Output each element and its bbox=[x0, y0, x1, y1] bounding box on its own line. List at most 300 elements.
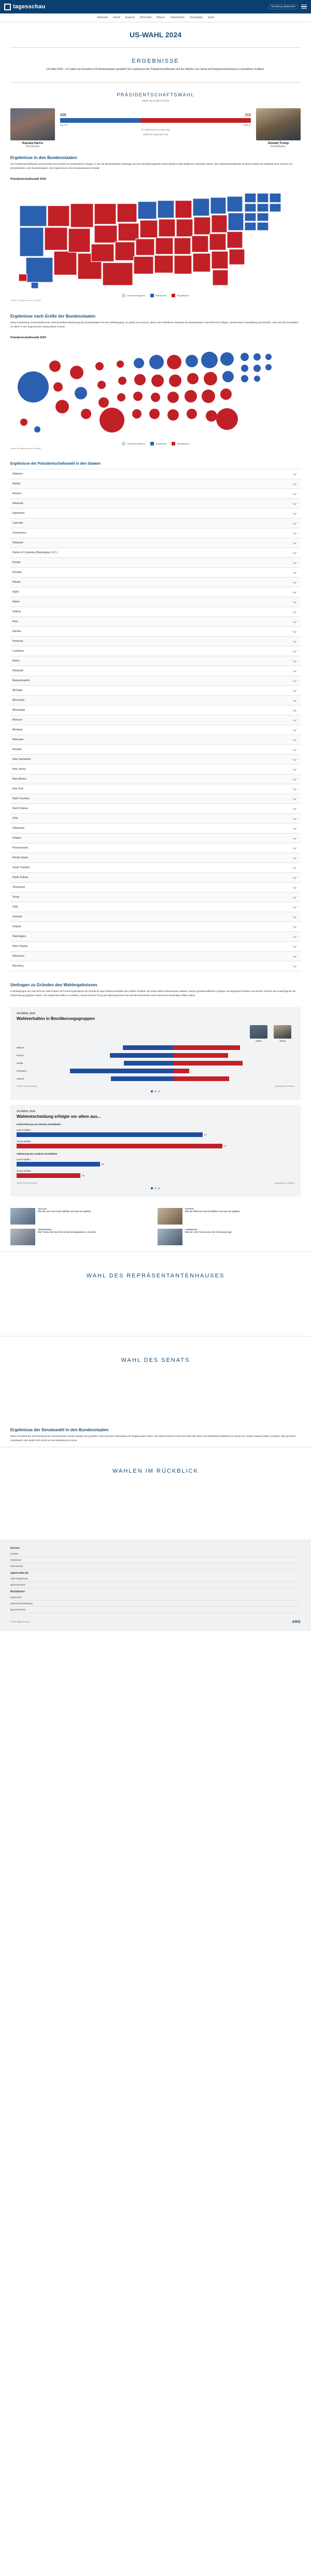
panel2-pager[interactable] bbox=[17, 1187, 294, 1189]
poll-group-bars bbox=[53, 1061, 294, 1066]
chevron-down-icon bbox=[293, 856, 296, 859]
poll-group-row bbox=[17, 1076, 294, 1084]
footer-link[interactable]: Datenschutz bbox=[10, 1563, 301, 1570]
poll-subgroup-value: 74 bbox=[223, 1144, 227, 1147]
panel2-title: Wahlentscheidung erfolgte vor allem aus... bbox=[17, 1114, 101, 1119]
chevron-down-icon bbox=[293, 708, 296, 712]
poll-subgroup-label: Harris-Wähler bbox=[17, 1158, 31, 1161]
poll-subgroup-row bbox=[17, 1170, 294, 1178]
state-accordion-item[interactable] bbox=[10, 833, 301, 843]
state-accordion-item[interactable] bbox=[10, 755, 301, 765]
state-accordion-label: Texas bbox=[12, 895, 20, 899]
chevron-down-icon bbox=[293, 885, 296, 889]
legend2-dem bbox=[150, 442, 167, 445]
state-accordion-item[interactable] bbox=[10, 676, 301, 686]
state-accordion-item[interactable] bbox=[10, 637, 301, 646]
state-accordion-label: Illinois bbox=[12, 600, 20, 603]
poll-group-bars bbox=[53, 1076, 294, 1084]
state-accordion-item[interactable] bbox=[10, 735, 301, 745]
state-accordion-label: Maine bbox=[12, 659, 20, 663]
teaser-image bbox=[10, 1229, 35, 1245]
top-bar-actions bbox=[268, 4, 307, 9]
poll-subgroup-title: Ablehnung des anderen Kandidaten bbox=[17, 1152, 58, 1155]
electoral-bar bbox=[60, 118, 251, 123]
state-accordion-label: Alaska bbox=[12, 482, 21, 485]
footer-link[interactable]: Barrierefreiheit bbox=[10, 1582, 301, 1588]
state-accordion-label: Delaware bbox=[12, 541, 24, 544]
state-accordion-label: Virginia bbox=[12, 925, 21, 928]
state-accordion-item[interactable] bbox=[10, 814, 301, 824]
chevron-down-icon bbox=[293, 777, 296, 781]
chevron-down-icon bbox=[293, 767, 296, 771]
legend2-rep bbox=[172, 442, 189, 445]
pager2-dot-3[interactable] bbox=[158, 1187, 160, 1189]
state-accordion-item[interactable] bbox=[10, 804, 301, 814]
state-accordion-item[interactable] bbox=[10, 824, 301, 833]
panel1-harris-photo bbox=[250, 1025, 267, 1039]
state-accordion-label: New Jersey bbox=[12, 767, 26, 771]
chevron-down-icon bbox=[293, 580, 296, 584]
state-accordion-item[interactable] bbox=[10, 883, 301, 893]
poll-subgroup-row bbox=[17, 1140, 294, 1148]
teaser-card[interactable] bbox=[10, 1208, 153, 1225]
poll-subgroup-label: Trump-Wähler bbox=[17, 1140, 31, 1143]
state-accordion-item[interactable] bbox=[10, 784, 301, 794]
poll-trump-value: 55 bbox=[175, 1049, 177, 1053]
legend-swatch-dem bbox=[150, 294, 154, 297]
poll-group-label: Latinos bbox=[17, 1077, 24, 1080]
panel2-groups bbox=[17, 1123, 294, 1178]
state-accordion-label: South Dakota bbox=[12, 875, 29, 879]
legend-label-rep: Republikaner bbox=[177, 294, 190, 297]
teaser-grid bbox=[0, 1202, 311, 1251]
chevron-down-icon bbox=[293, 875, 296, 879]
state-accordion-item[interactable] bbox=[10, 696, 301, 706]
state-accordion-item[interactable] bbox=[10, 627, 301, 637]
teaser-title: Wie die USA auf Trump Wählen und was sie spaltete bbox=[38, 1210, 91, 1213]
teaser-kicker: HINTERGRUND bbox=[38, 1228, 52, 1231]
chevron-down-icon bbox=[293, 590, 296, 594]
state-accordion-item[interactable] bbox=[10, 568, 301, 578]
poll-panel-motivation bbox=[10, 1105, 301, 1197]
chevron-down-icon bbox=[293, 679, 296, 682]
state-accordion-label: Massachusetts bbox=[12, 679, 30, 682]
state-accordion-item[interactable] bbox=[10, 489, 301, 499]
chevron-down-icon bbox=[293, 472, 296, 476]
poll-subgroup-label: Harris-Wähler bbox=[17, 1128, 31, 1131]
nav-item-4[interactable]: Wissen bbox=[156, 16, 165, 19]
map2-legend bbox=[0, 440, 311, 447]
chevron-down-icon bbox=[293, 669, 296, 672]
poll-harris-value: 42 bbox=[124, 1049, 126, 1053]
panel2-source: Quelle: Edison Research bbox=[17, 1182, 37, 1184]
state-accordion-label: Montana bbox=[12, 728, 23, 731]
legend-label-dem: Demokraten bbox=[155, 294, 167, 297]
teaser-card[interactable] bbox=[158, 1208, 301, 1225]
chevron-down-icon bbox=[293, 905, 296, 909]
nav-item-1[interactable]: Inland bbox=[113, 16, 120, 19]
chevron-down-icon bbox=[293, 925, 296, 928]
chevron-down-icon bbox=[293, 551, 296, 554]
panel1-kicker: US-WAHL 2024 bbox=[17, 1012, 35, 1015]
state-accordion-label: Washington bbox=[12, 934, 26, 938]
state-accordion-label: Kalifornien bbox=[12, 511, 25, 515]
footer-section-title: tagesschau.de bbox=[10, 1571, 29, 1575]
state-accordion-label: Pennsylvania bbox=[12, 846, 28, 850]
teaser-image bbox=[158, 1229, 182, 1245]
teaser-title: Wie die Wahl von Harris Wählern und was sie spaltete bbox=[185, 1210, 240, 1213]
electoral-bar-block bbox=[55, 108, 256, 136]
nav-item-6[interactable]: Investigativ bbox=[190, 16, 203, 19]
poll-subgroup-title: Unterstützung von meinem Kandidaten bbox=[17, 1122, 61, 1126]
teaser-kicker: PORTRÄT bbox=[185, 1207, 194, 1210]
footer-bottom bbox=[0, 1616, 311, 1631]
state-accordion-item[interactable] bbox=[10, 765, 301, 774]
pager-dot-2[interactable] bbox=[154, 1090, 157, 1092]
results-intro: US-Wahl 2024 – Zu haben die Einzelnen US-Bundesstaaten gewählt? Der Ergebnisse der Präsidentschaftswahl und der Wahlen zum Senat und Repräsentantenhaus in interaktiven Grafiken. bbox=[46, 68, 265, 71]
panel1-pager[interactable] bbox=[17, 1090, 294, 1092]
poll-panel-groups bbox=[10, 1007, 301, 1100]
state-accordion-item[interactable] bbox=[10, 548, 301, 558]
states-accordion bbox=[10, 469, 301, 971]
chevron-down-icon bbox=[293, 797, 296, 800]
footer-link[interactable]: ARD-Programme bbox=[10, 1576, 301, 1582]
state-accordion-item[interactable] bbox=[10, 942, 301, 952]
teaser-kicker: ANALYSE bbox=[38, 1207, 47, 1210]
house-band: WAHL DES REPRÄSENTANTENHAUSES bbox=[0, 1251, 311, 1300]
state-accordion-label: Vermont bbox=[12, 915, 22, 918]
state-accordion-item[interactable] bbox=[10, 578, 301, 587]
state-accordion-item[interactable] bbox=[10, 932, 301, 942]
state-accordion-label: Colorado bbox=[12, 521, 23, 525]
tagesschau-mark-icon bbox=[4, 4, 11, 10]
map1-subtitle: Präsidentschaftswahl 2024 bbox=[10, 177, 46, 181]
chevron-down-icon bbox=[293, 659, 296, 663]
poll-group-row bbox=[17, 1053, 294, 1058]
harris-name: Kamala Harris bbox=[22, 141, 44, 145]
state-accordion-label: Michigan bbox=[12, 688, 23, 692]
teaser-title: Was die USA Trump unter der Ahnenung zeigt bbox=[185, 1230, 232, 1233]
chevron-down-icon bbox=[293, 728, 296, 731]
map1-paragraph: Der Präsidentschaftswahl unterscheidet sich deutlich an Deutschland Colleges, in der die Bundesstaaten abhängig von ihrer Bevölkerungszahl unterschiedlich viele Wahlleute entsenden dürfen. Die Präsidentschaftswahl ist damit letztlich die Ergebnis einer Summe von Einzelwahlen in den Bundesstaaten. Die Ergebnisse in den Bundesstaaten im Detail: bbox=[10, 162, 293, 169]
electors-needed-label: 270 Wahlleute zum Sieg nötig bbox=[141, 128, 170, 131]
polls-paragraph: In Befragungen am und nach der Wahl haben US-Forschungsinstitute die Gründe für das Abstimmverhalten der Wähler ermittelt. Die Daten liefern Erkenntnisse darüber, welche gesellschaftlichen Gruppen wie abgestimmt haben und welche Themen den Ausschlag für die Entscheidung gegeben haben. Die Ergebnisse helfen zu erklären, warum Donald Trump die Wahl gewonnen hat und die Demokraten eine historische Niederlage erlitten haben. bbox=[10, 989, 296, 997]
trump-party: Republikaner bbox=[271, 145, 286, 148]
chevron-down-icon bbox=[293, 944, 296, 948]
harris-party: Demokraten bbox=[25, 145, 40, 148]
state-accordion-item[interactable] bbox=[10, 745, 301, 755]
state-accordion-label: New York bbox=[12, 787, 24, 790]
state-accordion-item[interactable] bbox=[10, 725, 301, 735]
map1-heading: Ergebnisse in den Bundesstaaten bbox=[10, 155, 77, 160]
state-accordion-item[interactable] bbox=[10, 666, 301, 676]
senate-content-placeholder bbox=[0, 1384, 311, 1420]
panel1-rows bbox=[17, 1045, 294, 1084]
chevron-down-icon bbox=[293, 866, 296, 869]
poll-harris-value: 41 bbox=[125, 1065, 128, 1068]
panel1-trump-photo bbox=[274, 1025, 291, 1039]
footer-link[interactable]: Impressum bbox=[10, 1594, 301, 1601]
chevron-down-icon bbox=[293, 836, 296, 840]
legend2-swatch-nodata bbox=[122, 442, 125, 445]
state-accordion-item[interactable] bbox=[10, 519, 301, 528]
state-accordion-item[interactable] bbox=[10, 902, 301, 912]
state-accordion-label: Iowa bbox=[12, 620, 18, 623]
chevron-down-icon bbox=[293, 629, 296, 633]
teaser-kicker: KOMMENTAR bbox=[185, 1228, 197, 1231]
chevron-down-icon bbox=[293, 688, 296, 692]
state-accordion-label: South Carolina bbox=[12, 866, 30, 869]
chevron-down-icon bbox=[293, 541, 296, 544]
poll-subgroup-bar bbox=[17, 1173, 294, 1178]
state-accordion-label: Oregon bbox=[12, 836, 21, 840]
state-accordion-item[interactable] bbox=[10, 469, 301, 479]
map2-paragraph: Diese Darstellung veranschaulicht die unterschiedliche Bedeutung der Bundesstaaten für den Wahlausgang. Je größer ein Kreis ist, desto mehr Wahlleute entsendet der Bundesstaat in das Electoral College. Anhand dieser Darstellung wird deutlich, dass sich die Kandidaten vor allem in den sogenannten Swing States messen. bbox=[10, 321, 299, 328]
state-accordion-label: Rhode Island bbox=[12, 856, 28, 859]
state-accordion-item[interactable] bbox=[10, 607, 301, 617]
state-accordion-label: Alabama bbox=[12, 472, 23, 476]
state-accordion-item[interactable] bbox=[10, 656, 301, 666]
senate-states-heading: Ergebnisse der Senatswahl in den Bundesstaaten bbox=[10, 1427, 109, 1432]
poll-harris-value: 86 bbox=[70, 1073, 74, 1076]
panel1-title: Wahlverhalten in Bevölkerungsgruppen bbox=[17, 1016, 95, 1021]
state-accordion-item[interactable] bbox=[10, 961, 301, 971]
footer-link[interactable]: Datenschutzerklärung bbox=[10, 1601, 301, 1607]
state-accordion-item[interactable] bbox=[10, 873, 301, 883]
us-bubble-map-svg[interactable] bbox=[10, 341, 301, 440]
state-accordion-item[interactable] bbox=[10, 922, 301, 932]
state-accordion-item[interactable] bbox=[10, 794, 301, 804]
state-accordion-item[interactable] bbox=[10, 893, 301, 902]
state-accordion-item[interactable] bbox=[10, 952, 301, 961]
state-accordion-label: Hawaii bbox=[12, 580, 21, 584]
state-accordion-label: Nevada bbox=[12, 747, 22, 751]
panel1-harris-name: Harris bbox=[256, 1039, 262, 1042]
poll-group-label: Männer bbox=[17, 1046, 24, 1049]
poll-group-bars bbox=[53, 1069, 294, 1076]
state-accordion-label: Oklahoma bbox=[12, 826, 24, 830]
divider bbox=[10, 47, 301, 48]
panel1-column-heads bbox=[17, 1025, 294, 1042]
state-accordion-item[interactable] bbox=[10, 912, 301, 922]
footer bbox=[0, 1539, 311, 1616]
state-accordion-item[interactable] bbox=[10, 686, 301, 696]
state-accordion-item[interactable] bbox=[10, 509, 301, 519]
poll-trump-value: 45 bbox=[175, 1057, 177, 1060]
results-band: ERGEBNISSE bbox=[132, 58, 179, 64]
poll-subgroup-value: 30 bbox=[101, 1162, 104, 1165]
state-accordion-label: North Carolina bbox=[12, 797, 30, 800]
chevron-down-icon bbox=[293, 816, 296, 820]
divider bbox=[10, 82, 301, 83]
poll-subgroup-value: 23 bbox=[82, 1174, 84, 1177]
state-accordion-label: West Virginia bbox=[12, 944, 28, 948]
state-accordion-label: Wisconsin bbox=[12, 954, 24, 958]
chevron-down-icon bbox=[293, 649, 296, 653]
chevron-down-icon bbox=[293, 934, 296, 938]
state-accordion-label: Missouri bbox=[12, 718, 22, 722]
chevron-down-icon bbox=[293, 698, 296, 702]
panel2-footer bbox=[17, 1182, 294, 1184]
state-accordion-item[interactable] bbox=[10, 538, 301, 548]
brand-logo[interactable] bbox=[4, 4, 46, 10]
chevron-down-icon bbox=[293, 787, 296, 790]
harris-photo bbox=[10, 108, 55, 140]
map1-source: Quelle: AP/tagesschau.de Grafiken bbox=[10, 299, 41, 301]
nav-item-2[interactable]: Ausland bbox=[125, 16, 135, 19]
polls-heading: Umfragen zu Gründen des Wahlergebnisses bbox=[10, 982, 97, 987]
chevron-down-icon bbox=[293, 738, 296, 741]
review-band: WAHLEN IM RÜCKBLICK bbox=[0, 1447, 311, 1495]
senate-states-paragraph: Diese ein Drittel der 100 Senatorinnen und Senatoren werden jeweils neu gewählt. Hinzu kommen Nachwahlen für freigewordene Sitze. Die Wahl bestimmt somit nicht über alle Sitze und Mehrheitsverhältnisse im Senat neu. Einige Staaten haben in diesem Jahr gar keine Senatswahl, dort ändert sich nichts an der Besetzung im Senat. bbox=[10, 1434, 296, 1442]
footer-link[interactable]: Impressum bbox=[10, 1557, 301, 1563]
chevron-down-icon bbox=[293, 492, 296, 495]
menu-icon[interactable] bbox=[301, 5, 307, 9]
state-accordion-item[interactable] bbox=[10, 853, 301, 863]
play-broadcast-button[interactable]: Sendung abspielen bbox=[268, 4, 298, 9]
state-accordion-item[interactable] bbox=[10, 715, 301, 725]
us-bubble-map[interactable] bbox=[10, 341, 301, 440]
teaser-image bbox=[158, 1208, 182, 1225]
pager-dot-3[interactable] bbox=[158, 1090, 160, 1092]
legend2-label-dem: Demokraten bbox=[155, 442, 167, 445]
state-accordion-label: Kentucky bbox=[12, 639, 23, 643]
state-accordion-item[interactable] bbox=[10, 863, 301, 873]
trump-name: Donald Trump bbox=[267, 141, 289, 145]
presidential-band: PRÄSIDENTSCHAFTSWAHL bbox=[117, 92, 194, 97]
chevron-down-icon bbox=[293, 560, 296, 564]
chevron-down-icon bbox=[293, 826, 296, 830]
chevron-down-icon bbox=[293, 531, 296, 535]
legend-swatch-nodata bbox=[122, 294, 125, 297]
chevron-down-icon bbox=[293, 895, 296, 899]
state-accordion-item[interactable] bbox=[10, 774, 301, 784]
poll-group-row bbox=[17, 1069, 294, 1076]
presidential-timestamp: Stand: 20.12.2024, 08 Uhr bbox=[142, 99, 169, 102]
us-state-map-svg[interactable] bbox=[10, 183, 301, 292]
teaser-image bbox=[10, 1208, 35, 1225]
map2-heading: Ergebnisse nach Größe der Bundesstaaten bbox=[10, 313, 96, 319]
poll-harris-value: 53 bbox=[110, 1057, 114, 1060]
candidate-harris bbox=[10, 108, 55, 148]
legend2-swatch-dem bbox=[150, 442, 154, 445]
poll-subgroup-label: Trump-Wähler bbox=[17, 1169, 31, 1172]
state-accordion-label: Louisiana bbox=[12, 649, 24, 653]
chevron-down-icon bbox=[293, 482, 296, 485]
review-content-placeholder bbox=[0, 1495, 311, 1531]
state-accordion-item[interactable] bbox=[10, 558, 301, 568]
poll-subgroup-bar bbox=[17, 1144, 294, 1148]
panel1-source: Quelle: Edison Research bbox=[17, 1085, 37, 1087]
chevron-down-icon bbox=[293, 964, 296, 968]
poll-subgroup-value: 67 bbox=[204, 1133, 207, 1136]
legend2-label-nodata: Noch kein Ergebnis bbox=[126, 442, 145, 445]
teaser-card[interactable] bbox=[158, 1229, 301, 1245]
state-accordion-label: New Hampshire bbox=[12, 757, 31, 761]
nav-item-0[interactable]: Startseite bbox=[96, 16, 108, 19]
panel2-kicker: US-WAHL 2024 bbox=[17, 1110, 35, 1113]
panel1-head-harris bbox=[250, 1025, 267, 1042]
candidate-row bbox=[0, 106, 311, 148]
state-accordion-item[interactable] bbox=[10, 479, 301, 489]
chevron-down-icon bbox=[293, 610, 296, 613]
chevron-down-icon bbox=[293, 747, 296, 751]
poll-trump-value: 57 bbox=[175, 1065, 177, 1068]
state-accordion-label: Minnesota bbox=[12, 698, 25, 702]
chevron-down-icon bbox=[293, 954, 296, 958]
harris-percent: 48,3 % bbox=[60, 123, 68, 126]
pager2-dot-2[interactable] bbox=[154, 1187, 157, 1189]
panel1-head-trump bbox=[274, 1025, 291, 1042]
legend-nodata bbox=[122, 294, 145, 297]
footer-section-title: Service bbox=[10, 1546, 20, 1550]
state-accordion-label: Idaho bbox=[12, 590, 19, 594]
senate-band: WAHL DES SENATS bbox=[0, 1336, 311, 1384]
poll-group-label: Weiße bbox=[17, 1061, 23, 1064]
poll-trump-value: 46 bbox=[175, 1081, 177, 1084]
footer-link[interactable]: Barrierefreiheit bbox=[10, 1607, 301, 1613]
state-accordion-label: North Dakota bbox=[12, 807, 28, 810]
state-accordion-label: Arizona bbox=[12, 492, 21, 495]
house-content-placeholder bbox=[0, 1300, 311, 1336]
panel1-copyright: tagesschau.de Grafiken bbox=[275, 1085, 294, 1087]
legend-rep bbox=[172, 294, 189, 297]
pager-dot-1[interactable] bbox=[151, 1090, 153, 1092]
poll-subgroup-bar bbox=[17, 1162, 294, 1167]
chevron-down-icon bbox=[293, 521, 296, 525]
state-accordion-item[interactable] bbox=[10, 706, 301, 715]
state-accordion-item[interactable] bbox=[10, 528, 301, 538]
state-accordion-label: Maryland bbox=[12, 669, 23, 672]
legend-label-nodata: Noch kein Ergebnis bbox=[126, 294, 145, 297]
footer-link[interactable]: Kontakt bbox=[10, 1551, 301, 1557]
state-accordion-item[interactable] bbox=[10, 499, 301, 509]
us-state-map[interactable] bbox=[10, 183, 301, 292]
state-accordion-label: Arkansas bbox=[12, 501, 23, 505]
state-accordion-item[interactable] bbox=[10, 587, 301, 597]
panel1-footer bbox=[17, 1085, 294, 1087]
harris-electors: 226 bbox=[60, 113, 66, 117]
pager2-dot-1[interactable] bbox=[151, 1187, 153, 1189]
poll-group-bars bbox=[53, 1045, 294, 1053]
main-nav bbox=[0, 13, 311, 22]
poll-harris-value: 52 bbox=[111, 1081, 115, 1084]
legend2-label-rep: Republikaner bbox=[177, 442, 190, 445]
state-accordion-item[interactable] bbox=[10, 617, 301, 627]
poll-subgroup-bar bbox=[17, 1132, 294, 1137]
map2-subtitle: Präsidentschaftswahl 2024 bbox=[10, 336, 46, 339]
top-bar bbox=[0, 0, 311, 13]
chevron-down-icon bbox=[293, 718, 296, 722]
ard-logo: ARD bbox=[292, 1620, 301, 1624]
state-accordion-item[interactable] bbox=[10, 597, 301, 607]
nav-item-7[interactable]: Sport bbox=[208, 16, 215, 19]
state-accordion-item[interactable] bbox=[10, 646, 301, 656]
nav-item-3[interactable]: Wirtschaft bbox=[139, 16, 151, 19]
nav-item-5[interactable]: Faktenfinder bbox=[170, 16, 185, 19]
teaser-card[interactable] bbox=[10, 1229, 153, 1245]
trump-photo bbox=[256, 108, 301, 140]
chevron-down-icon bbox=[293, 915, 296, 918]
chevron-down-icon bbox=[293, 807, 296, 810]
candidate-trump bbox=[256, 108, 301, 148]
state-accordion-label: Georgia bbox=[12, 570, 22, 574]
chevron-down-icon bbox=[293, 620, 296, 623]
state-accordion-item[interactable] bbox=[10, 843, 301, 853]
chevron-down-icon bbox=[293, 511, 296, 515]
chevron-down-icon bbox=[293, 570, 296, 574]
trump-electors: 312 bbox=[245, 113, 251, 117]
